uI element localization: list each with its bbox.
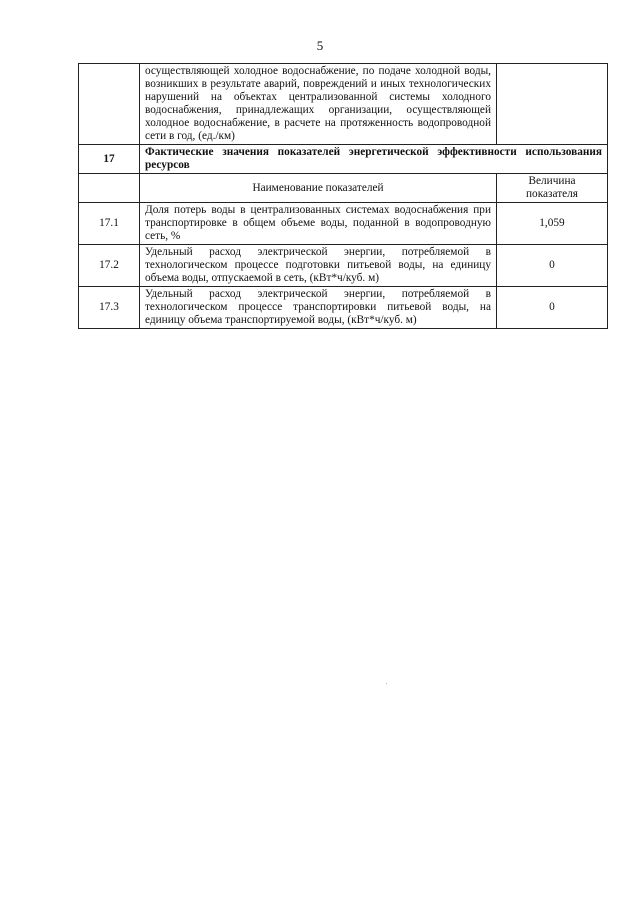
column-header-row (79, 174, 608, 203)
table-row (79, 203, 608, 245)
row-number: 17.3 (79, 287, 140, 329)
row-value: 0 (497, 245, 608, 287)
table-row-continued (79, 64, 608, 145)
indicators-table (78, 63, 608, 329)
section-heading-row (79, 145, 608, 174)
column-header-value: Величина показателя (497, 174, 608, 203)
table-row (79, 245, 608, 287)
row-text: Доля потерь воды в централизованных системах водоснабжения при транспортировке в общем объеме воды, поданной в водопроводную сеть, % (140, 203, 497, 245)
continued-row-value (497, 64, 608, 145)
row-number: 17.1 (79, 203, 140, 245)
column-header-number (79, 174, 140, 203)
row-value: 1,059 (497, 203, 608, 245)
table-row (79, 287, 608, 329)
row-value: 0 (497, 287, 608, 329)
row-number-empty (79, 64, 140, 145)
continued-row-text: осуществляющей холодное водоснабжение, по подаче холодной воды, возникших в результате аварий, повреждений и иных технологических нарушений на объектах централизованной системы холодного водоснабжения, принадлежащих организации, осуществляющей холодное водоснабжение, в расчете на протяженность водопроводной сети в год, (ед./км) (140, 64, 497, 145)
column-header-name: Наименование показателей (140, 174, 497, 203)
row-number: 17.2 (79, 245, 140, 287)
page-number: 5 (316, 38, 324, 53)
section-number: 17 (79, 145, 140, 174)
scan-speck (386, 683, 387, 684)
row-text: Удельный расход электрической энергии, потребляемой в технологическом процессе транспортировки питьевой воды, на единицу объема транспортируемой воды, (кВт*ч/куб. м) (140, 287, 497, 329)
section-title: Фактические значения показателей энергетической эффективности использования ресурсов (140, 145, 608, 174)
row-text: Удельный расход электрической энергии, потребляемой в технологическом процессе подготовки питьевой воды, на единицу объема воды, отпускаемой в сеть, (кВт*ч/куб. м) (140, 245, 497, 287)
